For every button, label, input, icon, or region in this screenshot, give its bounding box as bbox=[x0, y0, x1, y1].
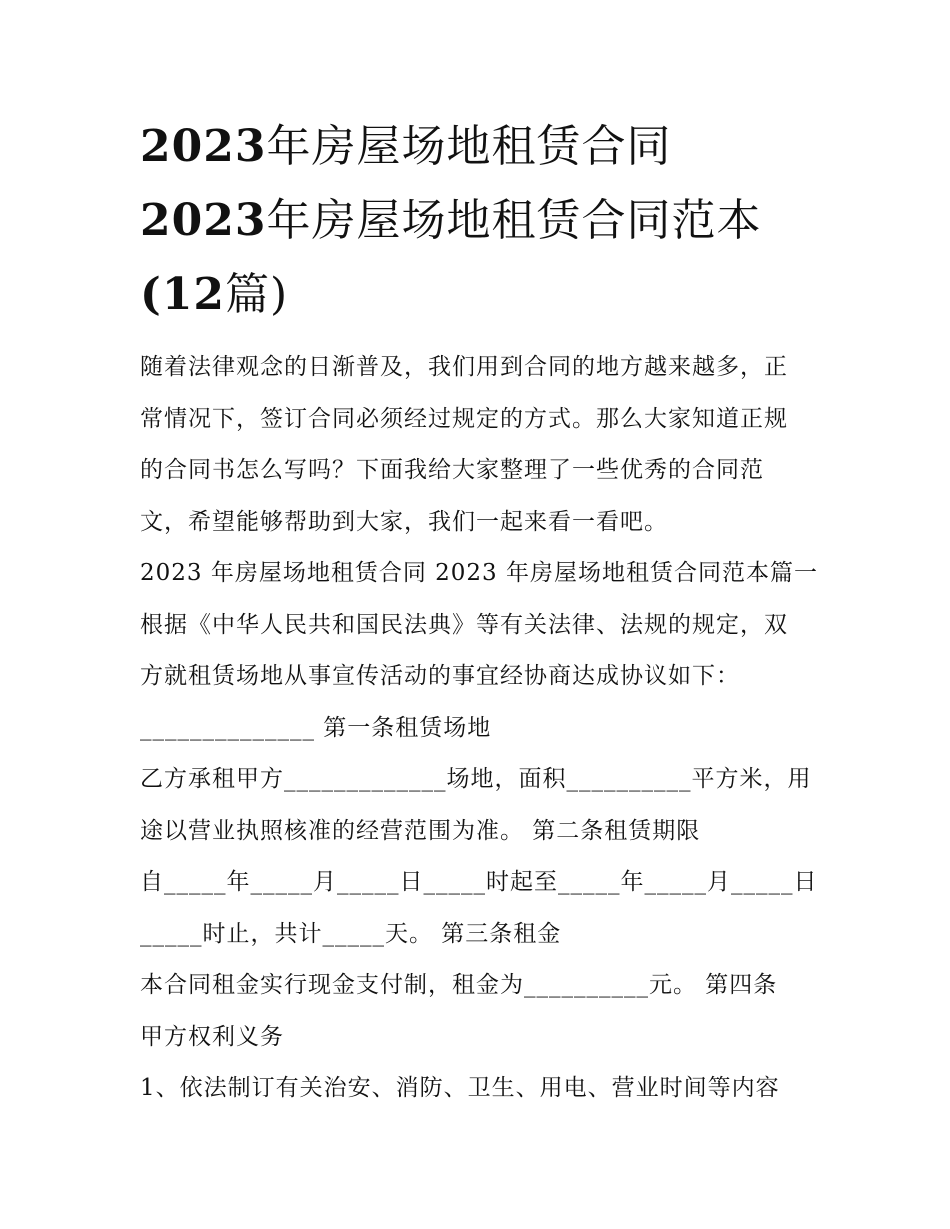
body-line: 甲方权利义务 bbox=[140, 1023, 284, 1050]
body-line: _____时止，共计_____天。 第三条租金 bbox=[140, 920, 562, 947]
title-line-3-number: (12 bbox=[140, 269, 226, 320]
body-line: 自_____年_____月_____日_____时起至_____年_____月_____日 bbox=[140, 869, 818, 895]
body-line: ______________ 第一条租赁场地 bbox=[140, 714, 492, 741]
body-line: 途以营业执照核准的经营范围为准。 第二条租赁期限 bbox=[140, 817, 701, 844]
document-title bbox=[140, 110, 820, 332]
title-line-1-text: 年房屋场地租赁合同 bbox=[266, 121, 672, 172]
body-line: 1、依法制订有关治安、消防、卫生、用电、营业时间等内容 bbox=[140, 1075, 780, 1101]
title-line-2 bbox=[140, 184, 820, 258]
body-line: 随着法律观念的日渐普及，我们用到合同的地方越来越多，正 bbox=[140, 354, 788, 380]
document-page bbox=[140, 110, 820, 1115]
title-line-2-text: 年房屋场地租赁合同范本 bbox=[266, 195, 762, 246]
body-line: 乙方承租甲方_____________场地，面积__________平方米，用 bbox=[140, 766, 812, 792]
document-body bbox=[140, 342, 820, 1115]
body-line: 方就租赁场地从事宣传活动的事宜经协商达成协议如下： bbox=[140, 663, 740, 689]
body-line: 本合同租金实行现金支付制，租金为__________元。 第四条 bbox=[140, 972, 778, 998]
title-line-1-number: 2023 bbox=[140, 121, 267, 172]
title-line-1 bbox=[140, 110, 820, 184]
body-line: 2023 年房屋场地租赁合同 2023 年房屋场地租赁合同范本篇一 bbox=[140, 560, 818, 586]
body-line: 根据《中华人民共和国民法典》等有关法律、法规的规定，双 bbox=[140, 611, 788, 638]
body-line: 的合同书怎么写吗？下面我给大家整理了一些优秀的合同范 bbox=[140, 457, 764, 483]
title-line-2-number: 2023 bbox=[140, 195, 267, 246]
body-line: 常情况下，签订合同必须经过规定的方式。那么大家知道正规 bbox=[140, 405, 788, 432]
body-line: 文，希望能够帮助到大家，我们一起来看一看吧。 bbox=[140, 508, 668, 535]
title-line-3 bbox=[140, 258, 820, 332]
title-line-3-text: 篇) bbox=[225, 269, 289, 320]
